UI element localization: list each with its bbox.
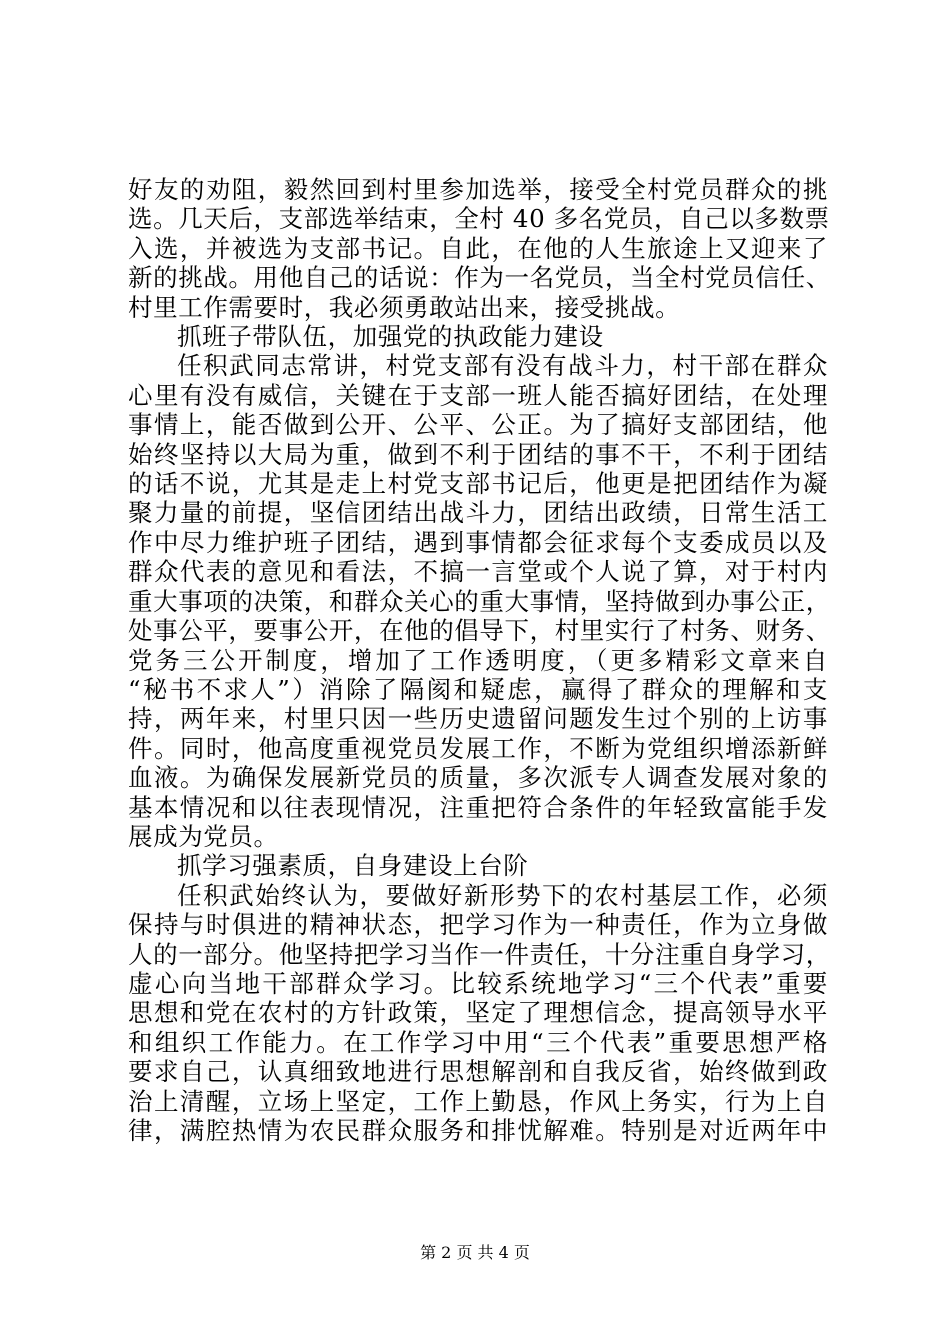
text-line: 党务三公开制度，增加了工作透明度，（更多精彩文章来自 xyxy=(128,645,828,675)
text-line: 律，满腔热情为农民群众服务和排忧解难。特别是对近两年中 xyxy=(128,1116,828,1145)
text-line: 事情上，能否做到公开、公平、公正。为了搞好支部团结，他 xyxy=(128,410,828,440)
text-line: 任积武同志常讲，村党支部有没有战斗力，村干部在群众 xyxy=(177,351,828,381)
text-line: 的话不说，尤其是走上村党支部书记后，他更是把团结作为凝 xyxy=(128,469,828,499)
text-line: 好友的劝阻，毅然回到村里参加选举，接受全村党员群众的挑 xyxy=(128,175,828,204)
text-line: 选。几天后，支部选举结束，全村 40 多名党员，自己以多数票 xyxy=(128,204,830,234)
text-line: 聚力量的前提，坚信团结出战斗力，团结出政绩，日常生活工 xyxy=(128,498,828,528)
text-line: 作中尽力维护班子团结，遇到事情都会征求每个支委成员以及 xyxy=(128,527,828,557)
text-line: 保持与时俱进的精神状态，把学习作为一种责任，作为立身做 xyxy=(128,910,828,940)
text-line: 虚心向当地干部群众学习。比较系统地学习“三个代表”重要 xyxy=(128,968,828,998)
text-line: 新的挑战。用他自己的话说：作为一名党员，当全村党员信任、 xyxy=(128,263,831,293)
text-line: “秘书不求人”）消除了隔阂和疑虑，赢得了群众的理解和支 xyxy=(128,674,828,704)
document-body xyxy=(128,175,831,1145)
text-line: 件。同时，他高度重视党员发展工作，不断为党组织增添新鲜 xyxy=(128,733,828,763)
section-heading: 抓班子带队伍，加强党的执政能力建设 xyxy=(177,322,604,352)
page-number-footer: 第 2 页 共 4 页 xyxy=(420,1243,530,1262)
text-line: 入选，并被选为支部书记。自此，在他的人生旅途上又迎来了 xyxy=(128,233,828,263)
text-line: 基本情况和以往表现情况，注重把符合条件的年轻致富能手发 xyxy=(128,792,828,822)
text-line: 要求自己，认真细致地进行思想解剖和自我反省，始终做到政 xyxy=(128,1057,828,1087)
text-line: 群众代表的意见和看法，不搞一言堂或个人说了算，对于村内 xyxy=(128,557,828,587)
section-heading: 抓学习强素质，自身建设上台阶 xyxy=(177,851,529,881)
text-line: 和组织工作能力。在工作学习中用“三个代表”重要思想严格 xyxy=(128,1027,828,1057)
text-line: 重大事项的决策，和群众关心的重大事情，坚持做到办事公正， xyxy=(128,586,831,616)
text-line: 血液。为确保发展新党员的质量，多次派专人调查发展对象的 xyxy=(128,763,828,793)
text-line: 治上清醒，立场上坚定，工作上勤恳，作风上务实，行为上自 xyxy=(128,1086,828,1116)
text-line: 村里工作需要时，我必须勇敢站出来，接受挑战。 xyxy=(128,292,681,322)
text-line: 思想和党在农村的方针政策，坚定了理想信念，提高领导水平 xyxy=(128,998,828,1028)
text-line: 展成为党员。 xyxy=(128,821,279,851)
text-line: 持，两年来，村里只因一些历史遗留问题发生过个别的上访事 xyxy=(128,704,828,734)
text-line: 任积武始终认为，要做好新形势下的农村基层工作，必须 xyxy=(177,880,828,910)
text-line: 人的一部分。他坚持把学习当作一件责任，十分注重自身学习， xyxy=(128,939,831,969)
text-line: 处事公平，要事公开，在他的倡导下，村里实行了村务、财务、 xyxy=(128,616,831,646)
text-line: 心里有没有威信，关键在于支部一班人能否搞好团结，在处理 xyxy=(128,380,828,410)
text-line: 始终坚持以大局为重，做到不利于团结的事不干，不利于团结 xyxy=(128,439,828,469)
